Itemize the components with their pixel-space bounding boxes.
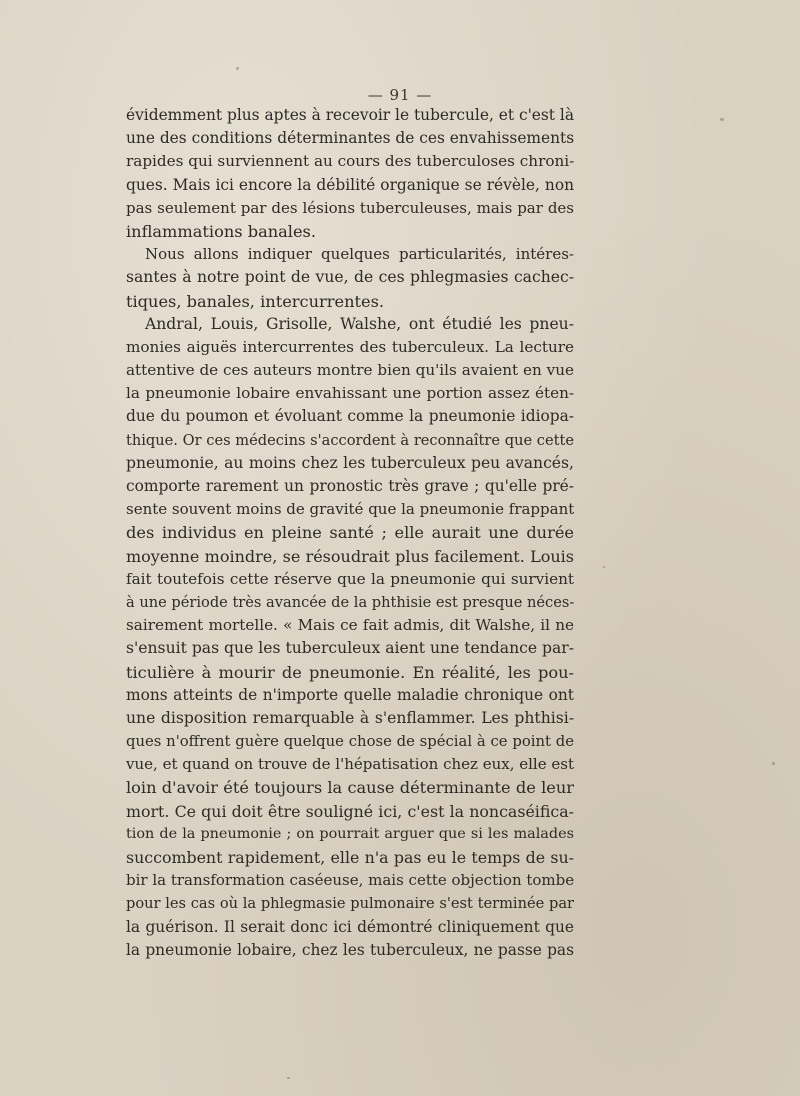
text-line: ticulière à mourir de pneumonie. En réalité, les pou- <box>126 662 574 682</box>
text-line: sairement mortelle. « Mais ce fait admis, dit Walshe, il ne <box>126 616 574 635</box>
text-line: la pneumonie lobaire, chez les tuberculeux, ne passe pas <box>126 940 574 959</box>
text-line: santes à notre point de vue, de ces phlegmasies cachec- <box>126 268 574 287</box>
text-line: vue, et quand on trouve de l'hépatisation chez eux, elle est <box>126 755 574 774</box>
text-line: tiques, banales, intercurrentes. <box>126 291 385 311</box>
text-line: s'ensuit pas que les tuberculeux aient une tendance par- <box>126 639 575 658</box>
paper-speck <box>720 118 724 121</box>
paper-speck <box>236 67 239 70</box>
text-line: due du poumon et évoluant comme la pneumonie idiopa- <box>126 407 574 426</box>
text-line: rapides qui surviennent au cours des tuberculoses chroni- <box>126 152 575 171</box>
text-line: une disposition remarquable à s'enflammer. Les phthisi- <box>126 708 574 727</box>
text-line: Nous allons indiquer quelques particularités, intéres- <box>145 245 574 264</box>
paper-speck <box>287 1077 290 1079</box>
text-line: loin d'avoir été toujours la cause déterminante de leur <box>126 778 574 798</box>
body-text <box>126 104 574 962</box>
text-line: évidemment plus aptes à recevoir le tubercule, et c'est là <box>126 106 574 124</box>
text-line: bir la transformation caséeuse, mais cette objection tombe <box>126 871 575 890</box>
paper-speck <box>772 762 775 765</box>
text-line: des individus en pleine santé ; elle aurait une durée <box>126 523 574 543</box>
text-line: attentive de ces auteurs montre bien qu'ils avaient en vue <box>126 361 574 380</box>
paper-speck <box>603 566 605 568</box>
text-line: pour les cas où la phlegmasie pulmonaire s'est terminée par <box>126 895 574 913</box>
text-line: tion de la pneumonie ; on pourrait arguer que si les malades <box>126 825 574 842</box>
text-line: ques. Mais ici encore la débilité organique se révèle, non <box>126 175 574 194</box>
text-line: la pneumonie lobaire envahissant une portion assez éten- <box>126 384 574 403</box>
text-line: pas seulement par des lésions tuberculeuses, mais par des <box>126 198 574 217</box>
text-line: thique. Or ces médecins s'accordent à reconnaître que cette <box>126 431 574 449</box>
text-line: succombent rapidement, elle n'a pas eu le temps de su- <box>126 848 574 867</box>
text-line: pneumonie, au moins chez les tuberculeux peu avancés, <box>126 453 574 472</box>
text-line: inflammations banales. <box>126 221 317 241</box>
text-line: la guérison. Il serait donc ici démontré cliniquement que <box>126 917 574 936</box>
text-line: Andral, Louis, Grisolle, Walshe, ont étudié les pneu- <box>145 314 574 333</box>
text-line: sente souvent moins de gravité que la pneumonie frappant <box>126 500 575 519</box>
text-line: monies aiguës intercurrentes des tuberculeux. La lecture <box>126 337 574 356</box>
text-line: fait toutefois cette réserve que la pneumonie qui survient <box>126 569 574 588</box>
text-line: mons atteints de n'importe quelle maladie chronique ont <box>126 685 574 704</box>
text-line: une des conditions déterminantes de ces envahissements <box>126 129 575 148</box>
text-line: ques n'offrent guère quelque chose de spécial à ce point de <box>126 733 574 751</box>
text-line: à une période très avancée de la phthisie est presque néces- <box>126 593 575 611</box>
text-line: mort. Ce qui doit être souligné ici, c'est la noncaséifica- <box>126 801 574 821</box>
text-line: moyenne moindre, se résoudrait plus facilement. Louis <box>126 546 574 566</box>
text-line: comporte rarement un pronostic très grave ; qu'elle pré- <box>126 477 574 495</box>
page-number: — 91 — <box>367 86 433 104</box>
